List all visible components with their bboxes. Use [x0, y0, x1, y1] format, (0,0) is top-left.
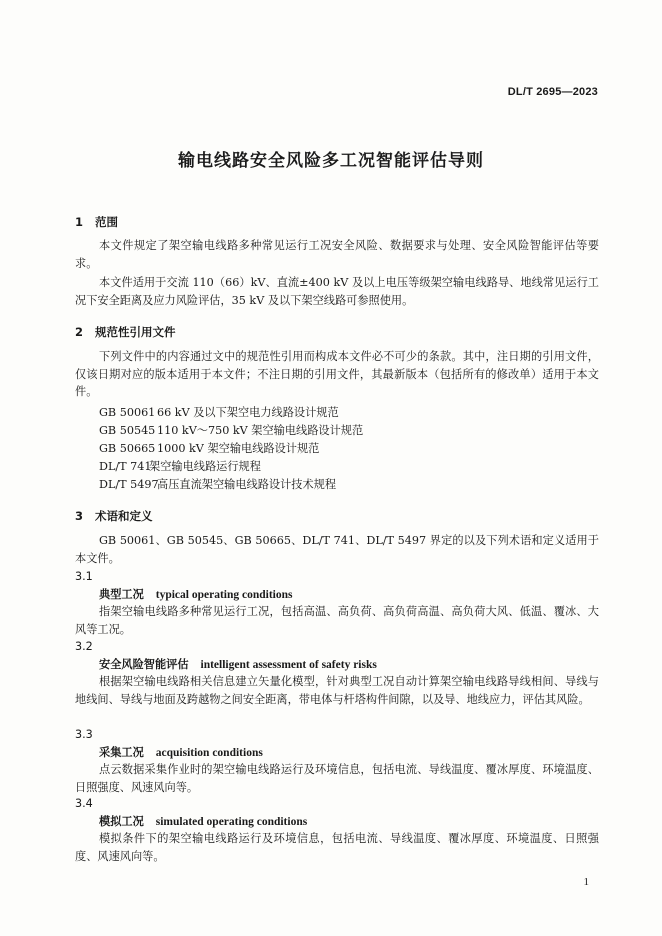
reference-code: DL/T 5497: [99, 478, 159, 491]
paragraph: GB 50061、GB 50545、GB 50665、DL/T 741、DL/T 5497 界定的以及下列术语和定义适用于本文件。: [75, 534, 599, 565]
section-title: 范围: [95, 215, 118, 229]
reference-title: 66 kV 及以下架空电力线路设计规范: [157, 406, 339, 419]
term-zh: 安全风险智能评估: [99, 658, 189, 671]
section-title: 规范性引用文件: [95, 325, 176, 339]
reference-title: 架空输电线路运行规程: [149, 460, 261, 473]
reference-code: GB 50665: [99, 442, 156, 455]
reference-item: [99, 404, 339, 420]
reference-title: 高压直流架空输电线路设计技术规程: [157, 478, 337, 491]
section-heading: [75, 508, 153, 524]
page-title: 输电线路安全风险多工况智能评估导则: [178, 151, 484, 171]
section-heading: [75, 214, 118, 230]
term-definition: 指架空输电线路多种常见运行工况，包括高温、高负荷、高负荷高温、高负荷大风、低温、覆冰、大风等工况。: [75, 605, 599, 636]
term-en: intelligent assessment of safety risks: [200, 659, 377, 671]
term-zh: 模拟工况: [99, 815, 144, 828]
term-definition: 点云数据采集作业时的架空输电线路运行及环境信息，包括电流、导线温度、覆冰厚度、环境温度、日照强度、风速风向等。: [75, 763, 599, 794]
reference-item: [99, 422, 363, 438]
term-heading: [99, 744, 263, 760]
term-zh: 采集工况: [99, 746, 144, 759]
term-number: 3.4: [75, 797, 93, 810]
section-number: 2: [75, 325, 84, 339]
reference-code: GB 50545: [99, 424, 156, 437]
section-heading: [75, 324, 176, 340]
paragraph: 本文件适用于交流 110（66）kV、直流±400 kV 及以上电压等级架空输电线路导、地线常见运行工况下安全距离及应力风险评估，35 kV 及以下架空线路可参照使用。: [75, 276, 599, 307]
paragraph: 本文件规定了架空输电线路多种常见运行工况安全风险、数据要求与处理、安全风险智能评估等要求。: [75, 239, 599, 270]
reference-item: [99, 476, 336, 492]
term-heading: [99, 656, 377, 672]
term-definition: 根据架空输电线路相关信息建立矢量化模型，针对典型工况自动计算架空输电线路导线相间、导线与地线间、导线与地面及跨越物之间安全距离，带电体与杆塔构件间隙，以及导、地线应力，评估其风险。: [75, 675, 599, 706]
section-title: 术语和定义: [95, 509, 153, 523]
section-number: 1: [75, 215, 84, 229]
term-zh: 典型工况: [99, 588, 144, 601]
term-number: 3.3: [75, 728, 93, 741]
reference-item: [99, 458, 261, 474]
page-number: 1: [583, 876, 589, 888]
term-heading: [99, 813, 307, 829]
reference-code: DL/T 741: [99, 460, 152, 473]
section-number: 3: [75, 509, 84, 523]
term-number: 3.2: [75, 640, 93, 653]
term-en: typical operating conditions: [155, 589, 293, 601]
term-en: simulated operating conditions: [155, 816, 308, 828]
term-heading: [99, 586, 293, 602]
paragraph: 下列文件中的内容通过文中的规范性引用而构成本文件必不可少的条款。其中，注日期的引用文件，仅该日期对应的版本适用于本文件；不注日期的引用文件，其最新版本（包括所有的修改单）适用于本文件。: [75, 350, 599, 398]
reference-title: 1000 kV 架空输电线路设计规范: [157, 442, 320, 455]
term-definition: 模拟条件下的架空输电线路运行及环境信息，包括电流、导线温度、覆冰厚度、环境温度、日照强度、风速风向等。: [75, 832, 599, 863]
reference-item: [99, 440, 319, 456]
term-number: 3.1: [75, 570, 93, 583]
document-number: DL/T 2695—2023: [507, 86, 598, 98]
term-en: acquisition conditions: [155, 747, 263, 759]
reference-code: GB 50061: [99, 406, 156, 419]
reference-title: 110 kV～750 kV 架空输电线路设计规范: [157, 424, 364, 437]
